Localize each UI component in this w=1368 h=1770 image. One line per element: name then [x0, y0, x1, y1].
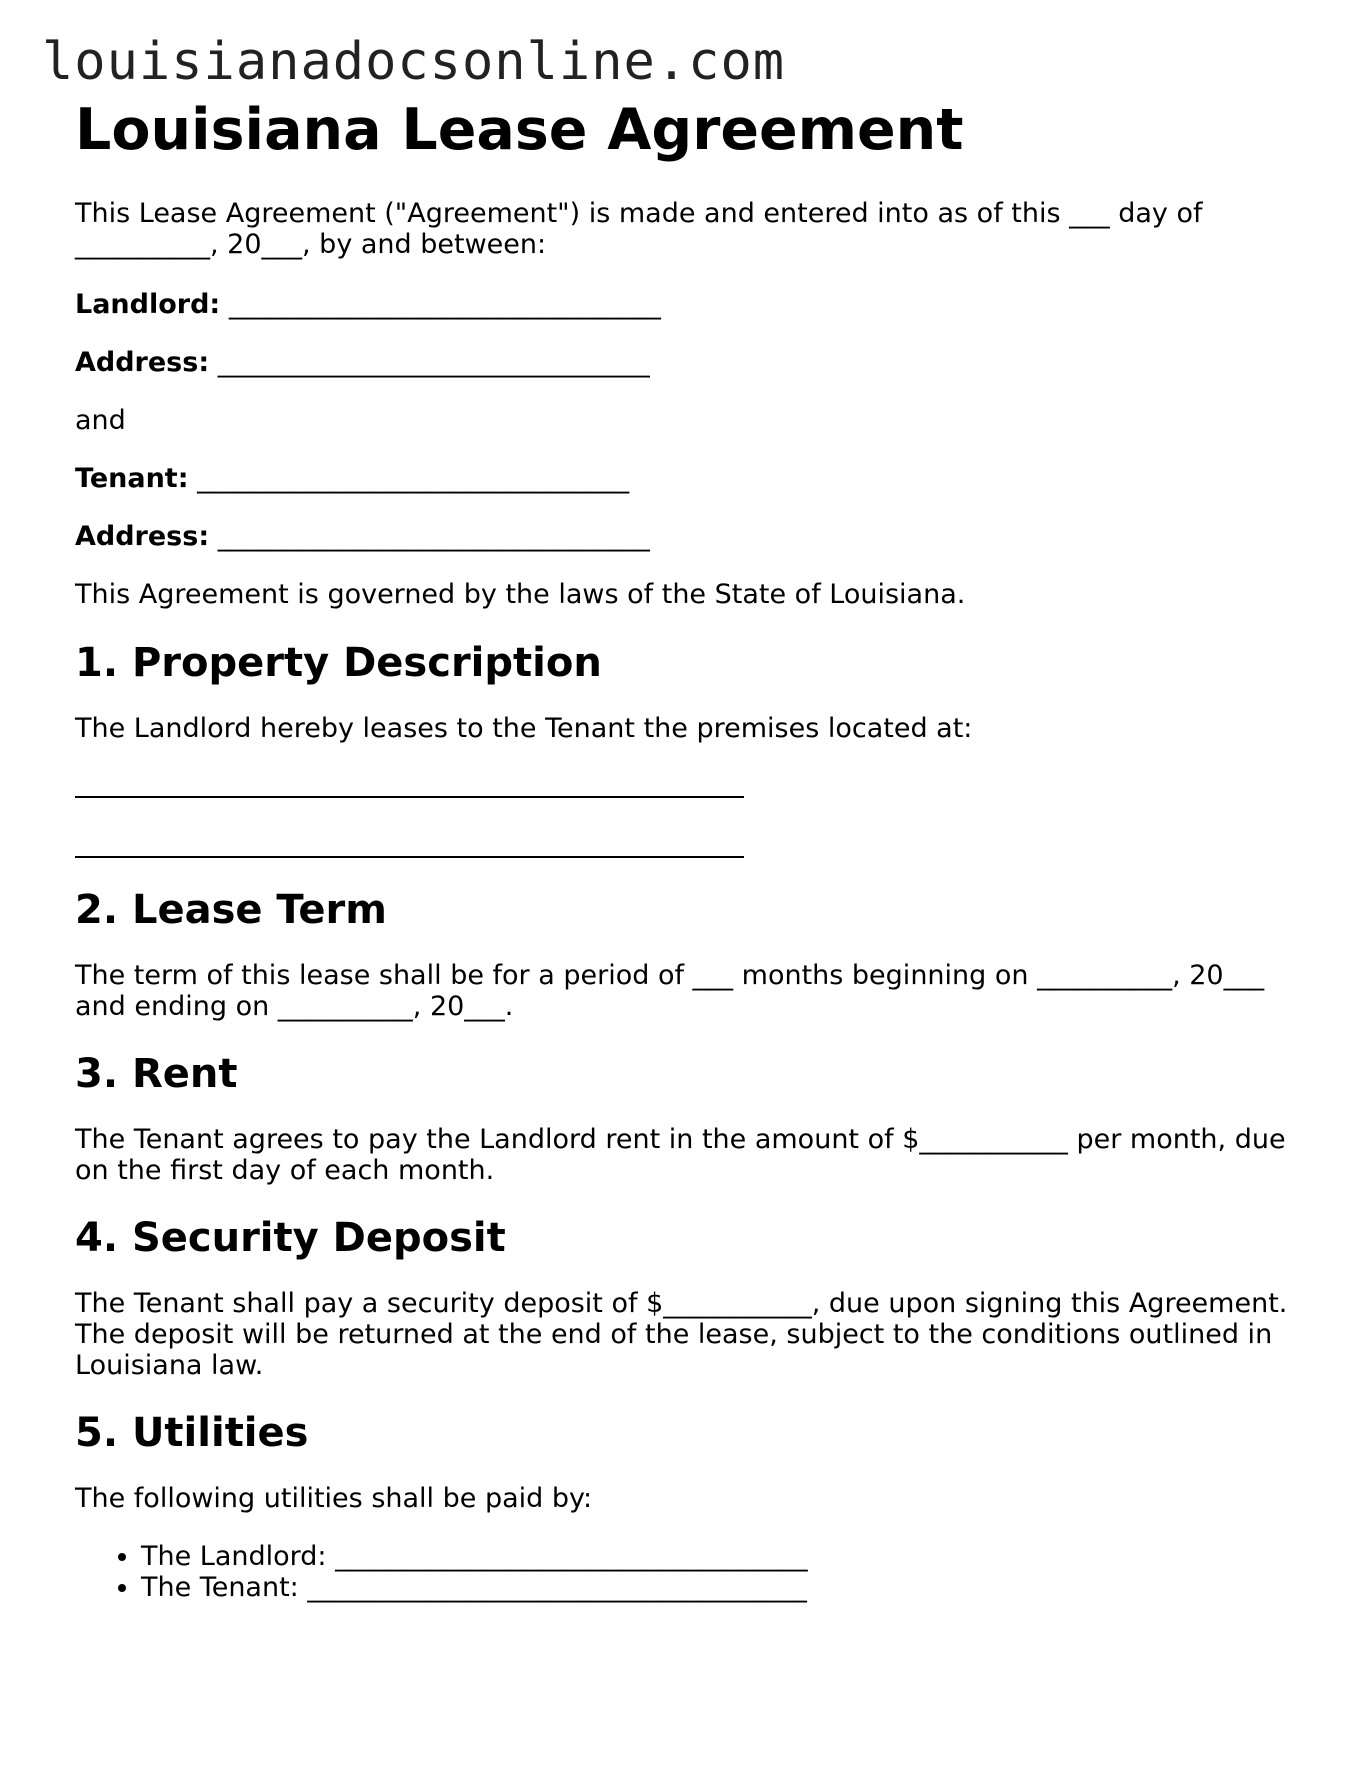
tenant-blank: ________________________________ [197, 463, 630, 494]
section-text-lease-term: The term of this lease shall be for a period of ___ months beginning on __________, 20___ and ending on __________, 20___. [75, 960, 1265, 1022]
list-item: • The Landlord: ___________________________________ [141, 1541, 1305, 1572]
document-title: Louisiana Lease Agreement [75, 97, 964, 163]
landlord-field [75, 289, 1305, 320]
landlord-address-blank: ________________________________ [217, 347, 650, 378]
section-heading-rent: 3. Rent [75, 1051, 238, 1097]
section-text-utilities: The following utilities shall be paid by: [75, 1483, 593, 1514]
tenant-address-blank: ________________________________ [217, 521, 650, 552]
governing-law-paragraph: This Agreement is governed by the laws of the State of Louisiana. [75, 579, 966, 610]
landlord-label: Landlord: [75, 289, 221, 320]
premises-blank-line [75, 796, 744, 798]
section-heading-property: 1. Property Description [75, 640, 602, 686]
section-heading-utilities: 5. Utilities [75, 1410, 309, 1456]
section-text-security-deposit: The Tenant shall pay a security deposit of $___________, due upon signing this Agreement. The deposit will be returned at the end of the lease, subject to the conditions outlined in Louisiana law. [75, 1288, 1288, 1381]
section-text-property: The Landlord hereby leases to the Tenant the premises located at: [75, 713, 973, 744]
tenant-field [75, 463, 1305, 494]
lease-document [75, 90, 1305, 1603]
landlord-address-label: Address: [75, 347, 210, 378]
premises-blank-line [75, 856, 744, 858]
and-text: and [75, 405, 126, 436]
intro-paragraph: This Lease Agreement ("Agreement") is made and entered into as of this ___ day of __________, 20___, by and between: [75, 198, 1203, 260]
tenant-label: Tenant: [75, 463, 189, 494]
list-item: • The Tenant: _____________________________________ [141, 1572, 1305, 1603]
landlord-address-field [75, 347, 1305, 378]
watermark: louisianadocsonline.com [42, 32, 786, 92]
tenant-address-field [75, 521, 1305, 552]
section-text-rent: The Tenant agrees to pay the Landlord rent in the amount of $___________ per month, due on the first day of each month. [75, 1124, 1286, 1186]
landlord-blank: ________________________________ [228, 289, 661, 320]
tenant-address-label: Address: [75, 521, 210, 552]
section-heading-lease-term: 2. Lease Term [75, 887, 387, 933]
utilities-list [75, 1541, 1305, 1603]
section-heading-security-deposit: 4. Security Deposit [75, 1215, 506, 1261]
